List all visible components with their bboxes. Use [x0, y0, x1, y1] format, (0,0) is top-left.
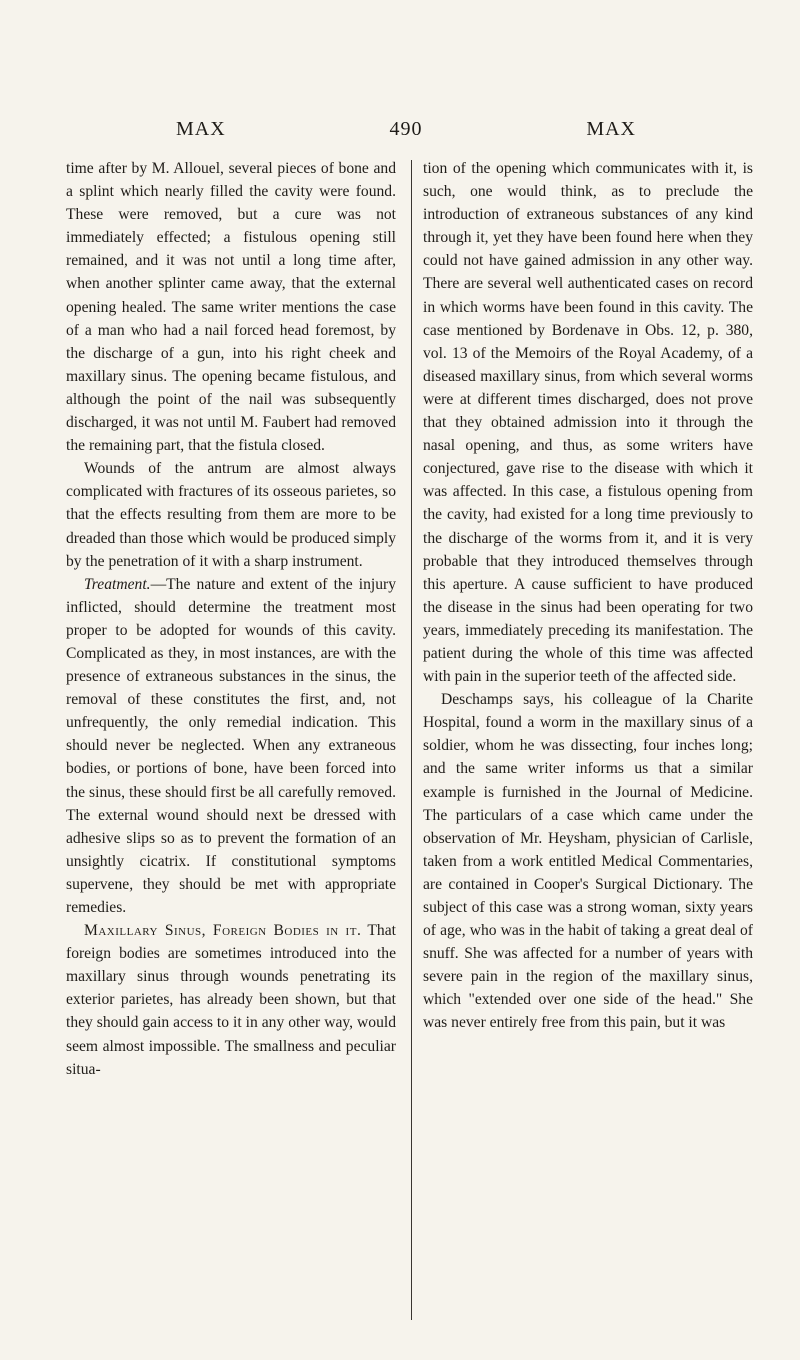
paragraph-worms-cases: tion of the opening which communicates with it, is such, one would think, as to preclude the introduction of extraneous substances of any kind through it, yet they have been found here when they could not have gained admission in any other way. There are several well authenticated cases on record in which worms have been found in this cavity. The case mentioned by Bordenave in Obs. 12, p. 380, vol. 13 of the Memoirs of the Royal Academy, of a diseased maxillary sinus, from which several worms were at different times discharged, does not prove that they obtained admission into it through the nasal opening, and thus, as some writers have conjectured, gave rise to the disease with which it was affected. In this case, a fistulous opening from the cavity, had existed for a long time previously to the discharge of the worms from it, and it is very probable that they introduced themselves through this aperture. A cause sufficient to have produced the disease in the sinus had been operating for two years, immediately preceding its manifestation. The patient during the whole of this time was affected with pain in the superior teeth of the affected side. [423, 160, 753, 686]
paragraph-wounds-antrum: Wounds of the antrum are almost always complicated with fractures of its osseous parietes, so that the effects resulting from them are more to be dreaded than those which would be produced simply by the penetration of it with a sharp instrument. [66, 460, 396, 570]
right-column [423, 157, 753, 1035]
treatment-text: —The nature and extent of the injury inflicted, should determine the treatment most proper to be adopted for wounds of this cavity. Complicated as they, in most instances, are with the presence of extraneous substances in the sinus, the removal of these constitutes the first, and, not unfrequently, the only remedial indication. This should never be neglected. When any extraneous bodies, or portions of bone, have been forced into the sinus, these should first be all carefully removed. The external wound should next be dressed with adhesive slips so as to prevent the formation of an unsightly cicatrix. If constitutional symptoms supervene, they should be met with appropriate remedies. [66, 575, 396, 916]
column-divider [411, 160, 412, 1320]
left-column [66, 157, 396, 1081]
foreign-bodies-text: That foreign bodies are sometimes introduced into the maxillary sinus through wounds penetrating its exterior parietes, has already been shown, but that they should gain access to it in any other way, would seem almost impossible. The smallness and peculiar situa- [66, 922, 396, 1078]
running-head [176, 118, 636, 146]
section-heading-foreign-bodies: Maxillary Sinus, Foreign Bodies in it. [84, 922, 362, 940]
paragraph-treatment [66, 573, 396, 919]
paragraph-foreign-bodies [66, 919, 396, 1081]
paragraph-allouel-case: time after by M. Allouel, several pieces of bone and a splint which nearly filled the cavity were found. These were removed, but a cure was not immediately effected; a fistulous opening still remained, and it was not until a long time after, when another splinter came away, that the external opening healed. The same writer mentions the case of a man who had a nail forced head foremost, by the discharge of a gun, into his right cheek and maxillary sinus. The opening became fistulous, and although the point of the nail was subsequently discharged, it was not until M. Faubert had removed the remaining part, that the fistula closed. [66, 160, 396, 455]
treatment-label: Treatment. [84, 575, 151, 593]
running-head-left: MAX [176, 118, 226, 140]
page-number: 490 [389, 118, 423, 140]
paragraph-deschamps: Deschamps says, his colleague of la Charite Hospital, found a worm in the maxillary sinus of a soldier, whom he was dissecting, four inches long; and the same writer informs us that a similar example is furnished in the Journal of Medicine. The particulars of a case which came under the observation of Mr. Heysham, physician of Carlisle, taken from a work entitled Medical Commentaries, are contained in Cooper's Surgical Dictionary. The subject of this case was a strong woman, sixty years of age, who was in the habit of taking a great deal of snuff. She was affected for a number of years with severe pain in the region of the maxillary sinus, which "extended over one side of the head." She was never entirely free from this pain, but it was [423, 691, 753, 1032]
running-head-right: MAX [586, 118, 636, 140]
